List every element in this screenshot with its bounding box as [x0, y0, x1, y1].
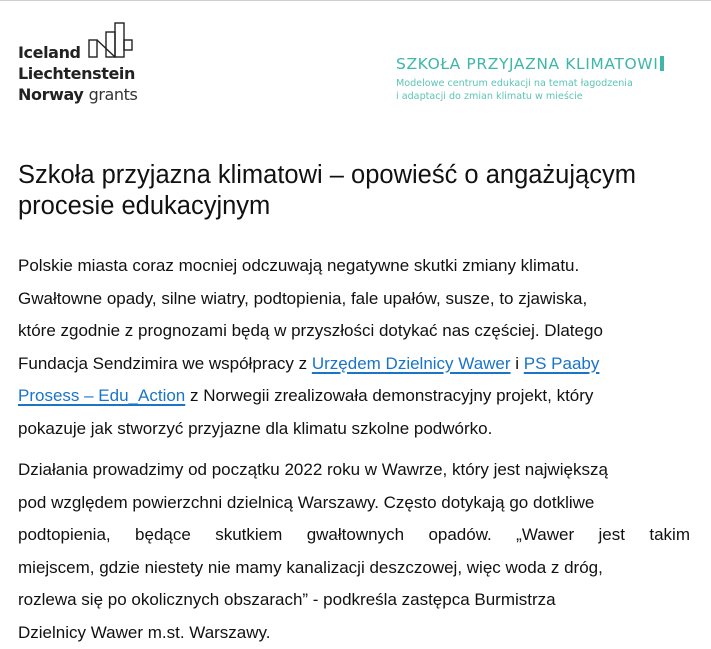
text-line: miejscem, gdzie niestety nie mamy kanalizacji deszczowej, więc woda z dróg,: [18, 552, 690, 585]
school-logo-subtitle-2: i adaptacji do zmian klimatu w mieście: [396, 90, 664, 103]
text-fragment: Fundacja Sendzimira we współpracy z: [18, 354, 312, 373]
logo-bar-icon: [660, 56, 664, 71]
text-line: Dzielnicy Wawer m.st. Warszawy.: [18, 617, 690, 649]
text-line: Gwałtowne opady, silne wiatry, podtopienia, fale upałów, susze, to zjawiska,: [18, 283, 690, 316]
logo-word-iceland: Iceland: [18, 42, 137, 63]
text-fragment: z Norwegii zrealizowała demonstracyjny projekt, który: [185, 386, 593, 405]
logo-word-grants: grants: [89, 85, 138, 104]
logo-word-liechtenstein: Liechtenstein: [18, 63, 137, 84]
text-line: rozlewa się po okolicznych obszarach” - podkreśla zastępca Burmistrza: [18, 584, 690, 617]
text-fragment: i: [511, 354, 524, 373]
article-title: Szkoła przyjazna klimatowi – opowieść o angażującym procesie edukacyjnym: [18, 160, 708, 222]
paragraph-wawer: [18, 454, 690, 649]
text-line: pod względem powierzchni dzielnicą Warszawy. Często dotykają go dotkliwe: [18, 487, 690, 520]
text-line: pokazuje jak stworzyć przyjazne dla klimatu szkolne podwórko.: [18, 413, 690, 446]
link-ps-paaby-part1[interactable]: PS Paaby: [524, 354, 600, 373]
text-line: Działania prowadzimy od początku 2022 roku w Wawrze, który jest największą: [18, 454, 690, 487]
school-climate-logo: [396, 55, 664, 103]
link-ps-paaby-part2[interactable]: Prosess – Edu_Action: [18, 386, 185, 405]
school-logo-title: SZKOŁA PRZYJAZNA KLIMATOWI: [396, 55, 658, 73]
school-logo-subtitle-1: Modelowe centrum edukacji na temat łagodzenia: [396, 77, 664, 90]
text-line: które zgodnie z prognozami będą w przyszłości dotykać nas częściej. Dlatego: [18, 315, 690, 348]
text-line: Polskie miasta coraz mocniej odczuwają negatywne skutki zmiany klimatu.: [18, 250, 690, 283]
logo-word-norway: Norway: [18, 85, 83, 104]
link-urzad-dzielnicy-wawer[interactable]: Urzędem Dzielnicy Wawer: [312, 354, 511, 373]
text-line: podtopienia, będące skutkiem gwałtownych opadów. „Wawer jest takim: [18, 519, 690, 552]
top-border: [0, 0, 711, 1]
paragraph-intro: [18, 250, 690, 445]
